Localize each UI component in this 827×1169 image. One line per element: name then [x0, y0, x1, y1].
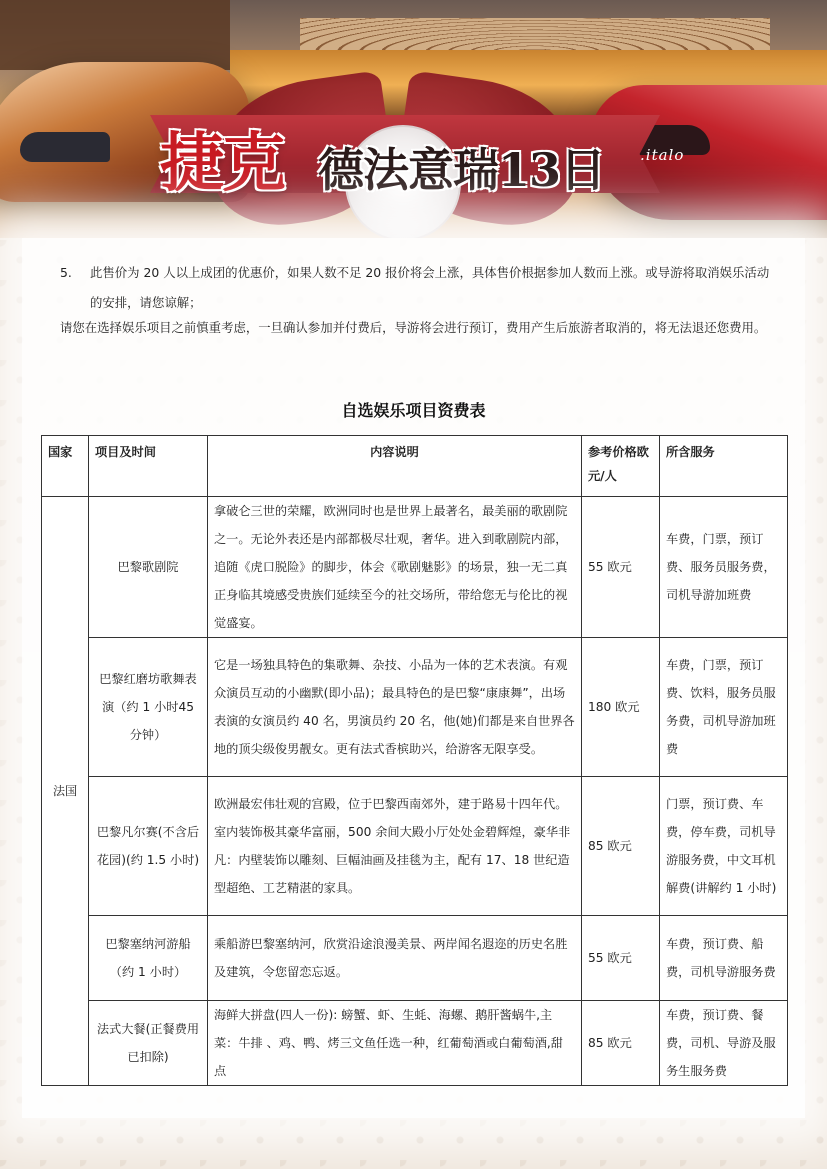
- fee-table: [41, 435, 788, 1086]
- page-title: 捷克: [160, 126, 284, 201]
- train-brand-label: .italo: [640, 146, 685, 164]
- table-row: [42, 777, 788, 916]
- item-cell: 法式大餐(正餐费用已扣除): [89, 1001, 208, 1086]
- note-number: 5.: [60, 265, 72, 280]
- item-cell: 巴黎塞纳河游船（约 1 小时）: [89, 916, 208, 1001]
- description-cell: 海鲜大拼盘(四人一份): 螃蟹、虾、生蚝、海螺、鹅肝酱蜗牛,主菜：牛排 、鸡、鸭、烤三文鱼任选一种，红葡萄酒或白葡萄酒,甜点: [208, 1001, 582, 1086]
- note-item-5: [60, 258, 780, 318]
- header-banner: [0, 0, 827, 238]
- services-cell: 车费，门票，预订费、饮料，服务员服务费，司机导游加班费: [660, 638, 788, 777]
- header-price: 参考价格欧元/人: [582, 436, 660, 497]
- table-row: [42, 916, 788, 1001]
- item-cell: 巴黎红磨坊歌舞表演（约 1 小时45 分钟）: [89, 638, 208, 777]
- table-row: [42, 497, 788, 638]
- price-cell: 180 欧元: [582, 638, 660, 777]
- building-image: [0, 0, 230, 70]
- description-cell: 欧洲最宏伟壮观的宫殿，位于巴黎西南郊外，建于路易十四年代。室内装饰极其豪华富丽，500 余间大殿小厅处处金碧辉煌，豪华非凡：内壁装饰以雕刻、巨幅油画及挂毯为主，配有 17、18 世纪造型超绝、工艺精湛的家具。: [208, 777, 582, 916]
- item-cell: 巴黎凡尔赛(不含后花园)(约 1.5 小时): [89, 777, 208, 916]
- header-description: 内容说明: [208, 436, 582, 497]
- services-cell: 车费，预订费、餐费，司机、导游及服务生服务费: [660, 1001, 788, 1086]
- price-cell: 55 欧元: [582, 497, 660, 638]
- description-cell: 它是一场独具特色的集歌舞、杂技、小品为一体的艺术表演。有观众演员互动的小幽默(即小品)；最具特色的是巴黎“康康舞”，出场表演的女演员约 40 名，男演员约 20 名，他(她)们都是来自世界各地的顶尖级俊男靓女。更有法式香槟助兴，给游客无限享受。: [208, 638, 582, 777]
- price-cell: 85 欧元: [582, 1001, 660, 1086]
- price-cell: 85 欧元: [582, 777, 660, 916]
- description-cell: 乘船游巴黎塞纳河，欣赏沿途浪漫美景、两岸闻名遐迩的历史名胜及建筑，令您留恋忘返。: [208, 916, 582, 1001]
- page-subtitle: 德法意瑞13日: [318, 143, 606, 197]
- services-cell: 车费，门票，预订费、服务员服务费，司机导游加班费: [660, 497, 788, 638]
- country-cell: 法国: [42, 497, 89, 1086]
- charles-bridge-image: [300, 18, 770, 52]
- header-country: 国家: [42, 436, 89, 497]
- services-cell: 车费，预订费、船费，司机导游服务费: [660, 916, 788, 1001]
- caution-note: 请您在选择娱乐项目之前慎重考虑，一旦确认参加并付费后，导游将会进行预订，费用产生后旅游者取消的，将无法退还您费用。: [60, 320, 767, 335]
- note-text: 此售价为 20 人以上成团的优惠价，如果人数不足 20 报价将会上涨，具体售价根据参加人数而上涨。或导游将取消娱乐活动的安排，请您谅解；: [90, 265, 770, 310]
- table-title: 自选娱乐项目资费表: [341, 401, 486, 420]
- table-header-row: [42, 436, 788, 497]
- header-services: 所含服务: [660, 436, 788, 497]
- table-row: [42, 638, 788, 777]
- services-cell: 门票，预订费、车费，停车费，司机导游服务费，中文耳机解费(讲解约 1 小时): [660, 777, 788, 916]
- header-item: 项目及时间: [89, 436, 208, 497]
- description-cell: 拿破仑三世的荣耀，欧洲同时也是世界上最著名，最美丽的歌剧院之一。无论外表还是内部都极尽壮观，奢华。进入到歌剧院内部，追随《虎口脱险》的脚步，体会《歌剧魅影》的场景，独一无二真正身临其境感受贵族们延续至今的社交场所，带给您无与伦比的视觉盛宴。: [208, 497, 582, 638]
- item-cell: 巴黎歌剧院: [89, 497, 208, 638]
- price-cell: 55 欧元: [582, 916, 660, 1001]
- table-row: [42, 1001, 788, 1086]
